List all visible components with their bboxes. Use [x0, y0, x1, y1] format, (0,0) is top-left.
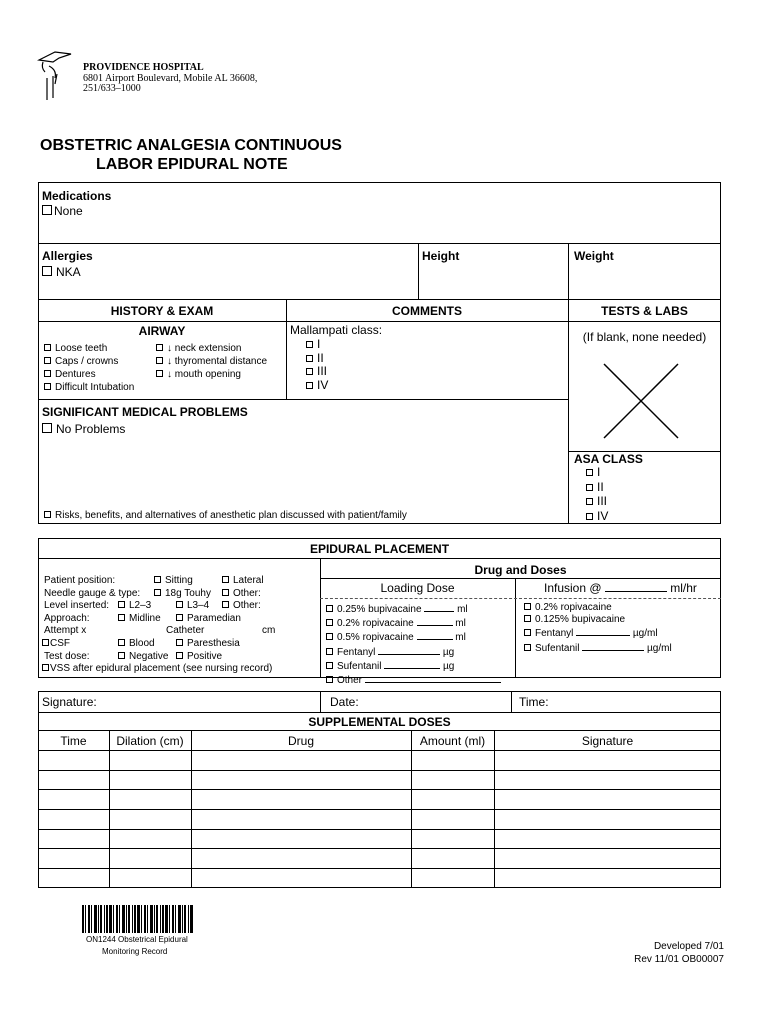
csf-option[interactable]: CSF — [42, 638, 70, 651]
placement-details — [44, 575, 320, 676]
checkbox[interactable] — [176, 639, 183, 646]
checkbox[interactable] — [524, 615, 531, 622]
checkbox[interactable] — [524, 644, 531, 651]
infusion-fentanyl[interactable]: Fentanyl µg/ml — [524, 626, 672, 640]
form-number: ON1244 Obstetrical Epidural — [86, 935, 188, 944]
comments-header: COMMENTS — [392, 304, 462, 318]
checkbox[interactable] — [326, 676, 333, 683]
vss-option[interactable]: VSS after epidural placement (see nursing record) — [42, 663, 272, 676]
nka-checkbox[interactable] — [42, 266, 52, 276]
no-problems-option[interactable] — [42, 422, 125, 436]
airway-items-right — [156, 342, 267, 381]
column-header-amount: Amount (ml) — [419, 734, 486, 748]
signature-field[interactable]: Signature: — [42, 695, 97, 709]
allergies-nka-option[interactable] — [42, 265, 81, 279]
checkbox[interactable] — [306, 382, 313, 389]
blood-option[interactable]: Blood — [118, 638, 155, 651]
checkbox[interactable] — [222, 589, 229, 596]
form-title-line2: LABOR EPIDURAL NOTE — [96, 156, 288, 173]
l23-option[interactable]: L2–3 — [118, 600, 151, 613]
lateral-option[interactable]: Lateral — [222, 575, 264, 588]
asa-ii-option[interactable]: II — [586, 480, 608, 495]
mouth-opening-option[interactable]: ↓ mouth opening — [156, 368, 267, 381]
checkbox[interactable] — [156, 344, 163, 351]
thyromental-distance-option[interactable]: ↓ thyromental distance — [156, 355, 267, 368]
test-dose-label: Test dose: — [44, 650, 90, 662]
checkbox[interactable] — [222, 601, 229, 608]
checkbox[interactable] — [156, 357, 163, 364]
none-label: None — [54, 204, 83, 218]
infusion-ropivacaine-02[interactable]: 0.2% ropivacaine — [524, 602, 672, 614]
checkbox[interactable] — [524, 629, 531, 636]
approach-label: Approach: — [44, 612, 90, 624]
mallampati-classes — [306, 338, 328, 392]
height-label: Height — [422, 249, 460, 263]
checkbox[interactable] — [326, 633, 333, 640]
level-other-option[interactable]: Other: — [222, 600, 261, 613]
checkbox[interactable] — [154, 576, 161, 583]
checkbox[interactable] — [42, 664, 49, 671]
risks-checkbox[interactable] — [44, 511, 51, 518]
mallampati-ii-option[interactable]: II — [306, 352, 328, 366]
asa-iii-option[interactable]: III — [586, 494, 608, 509]
loading-dose-header: Loading Dose — [380, 581, 455, 595]
no-problems-checkbox[interactable] — [42, 423, 52, 433]
loading-fentanyl[interactable]: Fentanyl µg — [326, 645, 501, 659]
checkbox[interactable] — [524, 603, 531, 610]
loading-ropivacaine-05[interactable]: 0.5% ropivacaine ml — [326, 630, 501, 644]
form-title-line1: OBSTETRIC ANALGESIA CONTINUOUS — [40, 137, 342, 154]
checkbox[interactable] — [586, 469, 593, 476]
barcode-icon — [82, 905, 194, 933]
other-blank[interactable] — [365, 673, 501, 683]
medications-label: Medications — [42, 189, 112, 203]
column-header-signature: Signature — [581, 734, 634, 748]
level-label: Level inserted: — [44, 600, 110, 612]
amount-blank[interactable] — [424, 602, 454, 612]
dentures-option[interactable]: Dentures — [44, 368, 134, 381]
amount-blank[interactable] — [582, 641, 644, 651]
revision-code: Rev 11/01 OB00007 — [634, 954, 724, 965]
checkbox[interactable] — [306, 341, 313, 348]
positive-option[interactable]: Positive — [176, 651, 222, 664]
needle-other-option[interactable]: Other: — [222, 588, 261, 601]
negative-option[interactable]: Negative — [118, 651, 168, 664]
checkbox[interactable] — [306, 368, 313, 375]
none-checkbox[interactable] — [42, 205, 52, 215]
hospital-name: PROVIDENCE HOSPITAL — [83, 62, 204, 73]
checkbox[interactable] — [44, 357, 51, 364]
amount-blank[interactable] — [384, 659, 440, 669]
checkbox[interactable] — [326, 605, 333, 612]
hospital-phone: 251/633–1000 — [83, 83, 141, 94]
weight-label: Weight — [574, 249, 614, 263]
amount-blank[interactable] — [378, 645, 440, 655]
asa-classes — [586, 465, 608, 523]
airway-items-left — [44, 342, 134, 394]
checkbox[interactable] — [154, 589, 161, 596]
supplemental-doses-header: SUPPLEMENTAL DOSES — [308, 715, 451, 729]
difficult-intubation-option[interactable]: Difficult Intubation — [44, 381, 134, 394]
checkbox[interactable] — [326, 648, 333, 655]
checkbox[interactable] — [44, 383, 51, 390]
drug-doses-header: Drug and Doses — [474, 563, 567, 577]
catheter-label: Catheter — [166, 625, 205, 637]
airway-header: AIRWAY — [138, 324, 186, 338]
loading-sufentanil[interactable]: Sufentanil µg — [326, 659, 501, 673]
checkbox[interactable] — [44, 370, 51, 377]
neck-extension-option[interactable]: ↓ neck extension — [156, 342, 267, 355]
amount-blank[interactable] — [576, 626, 630, 636]
checkbox[interactable] — [586, 498, 593, 505]
checkbox[interactable] — [326, 662, 333, 669]
asa-i-option[interactable]: I — [586, 465, 608, 480]
sitting-option[interactable]: Sitting — [154, 575, 193, 588]
asa-class-label: ASA CLASS — [574, 452, 643, 466]
checkbox[interactable] — [326, 619, 333, 626]
paramedian-option[interactable]: Paramedian — [176, 613, 241, 626]
epidural-placement-header: EPIDURAL PLACEMENT — [309, 542, 450, 556]
x-mark-icon — [600, 360, 682, 442]
barcode — [82, 905, 194, 933]
asa-iv-option[interactable]: IV — [586, 509, 608, 524]
checkbox[interactable] — [222, 576, 229, 583]
column-header-drug: Drug — [287, 734, 314, 748]
risks-label: Risks, benefits, and alternatives of anesthetic plan discussed with patient/family — [55, 510, 407, 521]
hospital-address: 6801 Airport Boulevard, Mobile AL 36608, — [83, 73, 258, 84]
tests-labs-header: TESTS & LABS — [601, 304, 688, 318]
infusion-list — [524, 602, 672, 655]
amount-blank[interactable] — [417, 616, 453, 626]
patient-position-label: Patient position: — [44, 575, 116, 586]
checkbox[interactable] — [176, 601, 183, 608]
hospital-logo-icon — [35, 48, 75, 104]
mallampati-label: Mallampati class: — [290, 323, 383, 337]
tests-cross-mark — [600, 360, 682, 442]
hospital-logo — [35, 48, 75, 104]
touhy-option[interactable]: 18g Touhy — [154, 588, 211, 601]
column-header-dilation: Dilation (cm) — [116, 734, 184, 748]
no-problems-label: No Problems — [56, 422, 126, 436]
time-field[interactable]: Time: — [519, 695, 549, 709]
needle-label: Needle gauge & type: — [44, 587, 141, 599]
l34-option[interactable]: L3–4 — [176, 600, 209, 613]
checkbox[interactable] — [176, 614, 183, 621]
checkbox[interactable] — [176, 652, 183, 659]
loading-ropivacaine-02[interactable]: 0.2% ropivacaine ml — [326, 616, 501, 630]
history-exam-header: HISTORY & EXAM — [110, 304, 214, 318]
checkbox[interactable] — [42, 639, 49, 646]
midline-option[interactable]: Midline — [118, 613, 161, 626]
loading-other[interactable]: Other — [326, 673, 501, 687]
column-header-time: Time — [60, 734, 87, 748]
infusion-rate-blank[interactable] — [605, 582, 667, 592]
amount-blank[interactable] — [417, 630, 453, 640]
loading-bupivacaine-025[interactable]: 0.25% bupivacaine ml — [326, 602, 501, 616]
checkbox[interactable] — [586, 484, 593, 491]
loading-dose-list — [326, 602, 501, 687]
checkbox[interactable] — [586, 513, 593, 520]
infusion-sufentanil[interactable]: Sufentanil µg/ml — [524, 641, 672, 655]
infusion-header: Infusion @ ml/hr — [544, 581, 697, 595]
developed-date: Developed 7/01 — [653, 941, 724, 952]
catheter-cm-label: cm — [262, 625, 276, 637]
medications-none-option[interactable] — [42, 204, 83, 218]
medical-problems-label: SIGNIFICANT MEDICAL PROBLEMS — [42, 405, 248, 419]
mallampati-i-option[interactable]: I — [306, 338, 328, 352]
main-form-box — [38, 182, 721, 524]
checkbox[interactable] — [118, 601, 125, 608]
form-name: Monitoring Record — [102, 947, 168, 956]
checkbox[interactable] — [118, 652, 125, 659]
allergies-label: Allergies — [42, 249, 93, 263]
caps-crowns-option[interactable]: Caps / crowns — [44, 355, 134, 368]
mallampati-iii-option[interactable]: III — [306, 365, 328, 379]
infusion-bupivacaine-0125[interactable]: 0.125% bupivacaine — [524, 614, 672, 626]
paresthesia-option[interactable]: Paresthesia — [176, 638, 240, 651]
nka-label: NKA — [56, 265, 81, 279]
mallampati-iv-option[interactable]: IV — [306, 379, 328, 393]
loose-teeth-option[interactable]: Loose teeth — [44, 342, 134, 355]
checkbox[interactable] — [306, 355, 313, 362]
checkbox[interactable] — [44, 344, 51, 351]
tests-labs-note: (If blank, none needed) — [582, 330, 707, 344]
checkbox[interactable] — [118, 639, 125, 646]
date-field[interactable]: Date: — [330, 695, 359, 709]
checkbox[interactable] — [118, 614, 125, 621]
attempt-label: Attempt x — [44, 625, 87, 637]
risks-discussed-option[interactable] — [44, 510, 407, 521]
checkbox[interactable] — [156, 370, 163, 377]
